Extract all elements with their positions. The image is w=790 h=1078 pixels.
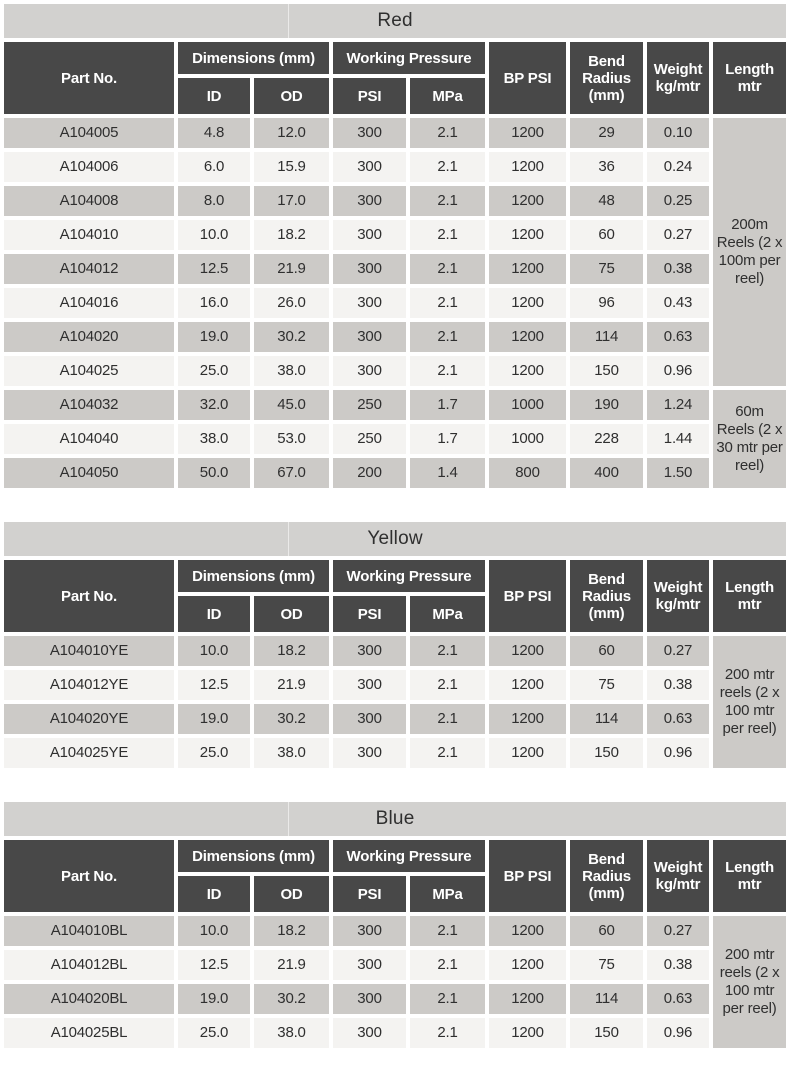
cell-psi: 300 (333, 636, 406, 666)
cell-id: 6.0 (178, 152, 250, 182)
cell-od: 15.9 (254, 152, 329, 182)
table-row (4, 356, 786, 386)
cell-mpa: 1.7 (410, 424, 485, 454)
table-row (4, 916, 786, 946)
cell-id: 19.0 (178, 704, 250, 734)
cell-id: 25.0 (178, 356, 250, 386)
cell-id: 25.0 (178, 738, 250, 768)
col-header-dimensions-group: Dimensions (mm) (178, 840, 329, 872)
cell-od: 38.0 (254, 738, 329, 768)
cell-mpa: 2.1 (410, 738, 485, 768)
cell-bend-radius: 60 (570, 636, 643, 666)
cell-mpa: 2.1 (410, 254, 485, 284)
cell-mpa: 2.1 (410, 288, 485, 318)
col-header-od: OD (254, 876, 329, 912)
cell-bp-psi: 800 (489, 458, 566, 488)
cell-psi: 300 (333, 704, 406, 734)
cell-id: 19.0 (178, 322, 250, 352)
cell-mpa: 1.4 (410, 458, 485, 488)
cell-od: 12.0 (254, 118, 329, 148)
cell-part-no: A104020BL (4, 984, 174, 1014)
cell-bp-psi: 1200 (489, 254, 566, 284)
col-header-part-no: Part No. (4, 42, 174, 114)
cell-od: 21.9 (254, 254, 329, 284)
cell-psi: 300 (333, 1018, 406, 1048)
cell-bend-radius: 114 (570, 984, 643, 1014)
col-header-working-pressure-group: Working Pressure (333, 42, 485, 74)
cell-bend-radius: 29 (570, 118, 643, 148)
cell-mpa: 2.1 (410, 152, 485, 182)
col-header-length: Length mtr (713, 840, 786, 912)
cell-id: 16.0 (178, 288, 250, 318)
cell-od: 45.0 (254, 390, 329, 420)
cell-bp-psi: 1200 (489, 670, 566, 700)
cell-bend-radius: 36 (570, 152, 643, 182)
col-header-working-pressure-group: Working Pressure (333, 840, 485, 872)
cell-part-no: A104012YE (4, 670, 174, 700)
cell-id: 10.0 (178, 220, 250, 250)
cell-bp-psi: 1200 (489, 738, 566, 768)
cell-weight: 0.63 (647, 322, 709, 352)
table-row (4, 458, 786, 488)
cell-id: 10.0 (178, 636, 250, 666)
cell-bp-psi: 1200 (489, 916, 566, 946)
cell-bp-psi: 1200 (489, 950, 566, 980)
cell-bend-radius: 60 (570, 916, 643, 946)
table-row (4, 950, 786, 980)
col-header-working-pressure-group: Working Pressure (333, 560, 485, 592)
cell-psi: 250 (333, 390, 406, 420)
spec-table-red (0, 0, 790, 492)
cell-od: 21.9 (254, 670, 329, 700)
cell-id: 12.5 (178, 254, 250, 284)
cell-mpa: 2.1 (410, 186, 485, 216)
cell-weight: 0.24 (647, 152, 709, 182)
col-header-psi: PSI (333, 876, 406, 912)
cell-psi: 300 (333, 186, 406, 216)
cell-bp-psi: 1200 (489, 288, 566, 318)
cell-weight: 0.38 (647, 950, 709, 980)
cell-id: 10.0 (178, 916, 250, 946)
col-header-bp-psi: BP PSI (489, 840, 566, 912)
table-row (4, 322, 786, 352)
cell-mpa: 2.1 (410, 916, 485, 946)
col-header-od: OD (254, 596, 329, 632)
cell-bend-radius: 48 (570, 186, 643, 216)
col-header-mpa: MPa (410, 596, 485, 632)
table-row (4, 118, 786, 148)
col-header-weight: Weight kg/mtr (647, 840, 709, 912)
cell-od: 30.2 (254, 984, 329, 1014)
cell-part-no: A104050 (4, 458, 174, 488)
cell-psi: 300 (333, 118, 406, 148)
table-row (4, 186, 786, 216)
cell-id: 50.0 (178, 458, 250, 488)
table-row (4, 288, 786, 318)
col-header-part-no: Part No. (4, 840, 174, 912)
table-title: Red (4, 4, 786, 38)
cell-part-no: A104040 (4, 424, 174, 454)
cell-bend-radius: 150 (570, 738, 643, 768)
cell-bend-radius: 75 (570, 254, 643, 284)
table-row (4, 390, 786, 420)
col-header-length: Length mtr (713, 42, 786, 114)
cell-bp-psi: 1200 (489, 1018, 566, 1048)
cell-id: 12.5 (178, 950, 250, 980)
table-title-row (4, 802, 786, 836)
cell-mpa: 2.1 (410, 1018, 485, 1048)
table-row (4, 424, 786, 454)
cell-bend-radius: 150 (570, 356, 643, 386)
cell-bend-radius: 96 (570, 288, 643, 318)
col-header-weight: Weight kg/mtr (647, 560, 709, 632)
table-row (4, 670, 786, 700)
cell-od: 21.9 (254, 950, 329, 980)
col-header-dimensions-group: Dimensions (mm) (178, 42, 329, 74)
table-row (4, 636, 786, 666)
spec-table-yellow (0, 518, 790, 772)
cell-weight: 0.63 (647, 704, 709, 734)
cell-bp-psi: 1200 (489, 356, 566, 386)
cell-weight: 0.27 (647, 916, 709, 946)
cell-bp-psi: 1200 (489, 186, 566, 216)
cell-od: 18.2 (254, 916, 329, 946)
col-header-bend-radius: Bend Radius (mm) (570, 42, 643, 114)
cell-psi: 300 (333, 220, 406, 250)
header-row-groups (4, 42, 786, 74)
cell-psi: 300 (333, 984, 406, 1014)
cell-od: 67.0 (254, 458, 329, 488)
col-header-mpa: MPa (410, 78, 485, 114)
cell-part-no: A104012BL (4, 950, 174, 980)
cell-length-span: 200 mtr reels (2 x 100 mtr per reel) (713, 916, 786, 1048)
cell-od: 18.2 (254, 220, 329, 250)
cell-od: 30.2 (254, 322, 329, 352)
cell-length-span: 200 mtr reels (2 x 100 mtr per reel) (713, 636, 786, 768)
cell-bp-psi: 1200 (489, 152, 566, 182)
cell-weight: 0.25 (647, 186, 709, 216)
table-row (4, 704, 786, 734)
cell-od: 26.0 (254, 288, 329, 318)
col-header-id: ID (178, 78, 250, 114)
cell-weight: 1.50 (647, 458, 709, 488)
cell-bp-psi: 1200 (489, 984, 566, 1014)
cell-part-no: A104008 (4, 186, 174, 216)
cell-weight: 0.96 (647, 1018, 709, 1048)
col-header-dimensions-group: Dimensions (mm) (178, 560, 329, 592)
cell-od: 18.2 (254, 636, 329, 666)
cell-id: 4.8 (178, 118, 250, 148)
cell-weight: 0.38 (647, 670, 709, 700)
cell-id: 8.0 (178, 186, 250, 216)
cell-mpa: 2.1 (410, 950, 485, 980)
cell-psi: 300 (333, 356, 406, 386)
cell-psi: 200 (333, 458, 406, 488)
cell-bend-radius: 75 (570, 950, 643, 980)
col-header-od: OD (254, 78, 329, 114)
cell-weight: 0.96 (647, 738, 709, 768)
cell-psi: 300 (333, 950, 406, 980)
col-header-psi: PSI (333, 78, 406, 114)
cell-id: 19.0 (178, 984, 250, 1014)
table-title-row (4, 4, 786, 38)
table-row (4, 254, 786, 284)
cell-bend-radius: 60 (570, 220, 643, 250)
cell-weight: 0.27 (647, 636, 709, 666)
cell-part-no: A104010YE (4, 636, 174, 666)
cell-mpa: 2.1 (410, 118, 485, 148)
cell-weight: 0.10 (647, 118, 709, 148)
table-row (4, 152, 786, 182)
table-row (4, 1018, 786, 1048)
cell-id: 25.0 (178, 1018, 250, 1048)
col-header-part-no: Part No. (4, 560, 174, 632)
spec-table-blue (0, 798, 790, 1052)
cell-part-no: A104016 (4, 288, 174, 318)
cell-weight: 0.63 (647, 984, 709, 1014)
cell-part-no: A104032 (4, 390, 174, 420)
cell-psi: 300 (333, 152, 406, 182)
table-row (4, 738, 786, 768)
col-header-bend-radius: Bend Radius (mm) (570, 840, 643, 912)
cell-bp-psi: 1200 (489, 220, 566, 250)
col-header-bp-psi: BP PSI (489, 42, 566, 114)
cell-weight: 1.44 (647, 424, 709, 454)
cell-bend-radius: 400 (570, 458, 643, 488)
cell-od: 38.0 (254, 1018, 329, 1048)
cell-bend-radius: 75 (570, 670, 643, 700)
cell-psi: 300 (333, 916, 406, 946)
cell-mpa: 2.1 (410, 670, 485, 700)
cell-psi: 300 (333, 288, 406, 318)
cell-length-span: 60m Reels (2 x 30 mtr per reel) (713, 390, 786, 488)
cell-part-no: A104025 (4, 356, 174, 386)
cell-mpa: 2.1 (410, 704, 485, 734)
cell-bp-psi: 1200 (489, 636, 566, 666)
cell-mpa: 2.1 (410, 984, 485, 1014)
cell-bp-psi: 1000 (489, 424, 566, 454)
cell-od: 30.2 (254, 704, 329, 734)
cell-psi: 300 (333, 670, 406, 700)
cell-weight: 0.38 (647, 254, 709, 284)
cell-part-no: A104025BL (4, 1018, 174, 1048)
cell-od: 17.0 (254, 186, 329, 216)
col-header-bp-psi: BP PSI (489, 560, 566, 632)
cell-part-no: A104025YE (4, 738, 174, 768)
table-title-row (4, 522, 786, 556)
cell-weight: 0.43 (647, 288, 709, 318)
header-row-groups (4, 840, 786, 872)
cell-bp-psi: 1200 (489, 118, 566, 148)
cell-part-no: A104020YE (4, 704, 174, 734)
cell-part-no: A104020 (4, 322, 174, 352)
cell-id: 38.0 (178, 424, 250, 454)
cell-mpa: 2.1 (410, 636, 485, 666)
cell-psi: 300 (333, 254, 406, 284)
cell-length-span: 200m Reels (2 x 100m per reel) (713, 118, 786, 386)
table-row (4, 984, 786, 1014)
col-header-mpa: MPa (410, 876, 485, 912)
col-header-weight: Weight kg/mtr (647, 42, 709, 114)
table-title: Yellow (4, 522, 786, 556)
header-row-groups (4, 560, 786, 592)
cell-mpa: 2.1 (410, 220, 485, 250)
cell-id: 12.5 (178, 670, 250, 700)
col-header-bend-radius: Bend Radius (mm) (570, 560, 643, 632)
cell-bp-psi: 1200 (489, 322, 566, 352)
cell-weight: 0.96 (647, 356, 709, 386)
cell-weight: 0.27 (647, 220, 709, 250)
cell-od: 53.0 (254, 424, 329, 454)
cell-part-no: A104012 (4, 254, 174, 284)
table-title: Blue (4, 802, 786, 836)
col-header-id: ID (178, 876, 250, 912)
cell-od: 38.0 (254, 356, 329, 386)
cell-mpa: 2.1 (410, 322, 485, 352)
col-header-id: ID (178, 596, 250, 632)
cell-bend-radius: 114 (570, 704, 643, 734)
cell-mpa: 1.7 (410, 390, 485, 420)
cell-psi: 300 (333, 738, 406, 768)
cell-psi: 300 (333, 322, 406, 352)
cell-psi: 250 (333, 424, 406, 454)
cell-bend-radius: 114 (570, 322, 643, 352)
col-header-psi: PSI (333, 596, 406, 632)
cell-id: 32.0 (178, 390, 250, 420)
cell-weight: 1.24 (647, 390, 709, 420)
cell-bend-radius: 190 (570, 390, 643, 420)
cell-bend-radius: 228 (570, 424, 643, 454)
cell-part-no: A104010BL (4, 916, 174, 946)
cell-part-no: A104010 (4, 220, 174, 250)
cell-bp-psi: 1200 (489, 704, 566, 734)
cell-mpa: 2.1 (410, 356, 485, 386)
cell-bp-psi: 1000 (489, 390, 566, 420)
col-header-length: Length mtr (713, 560, 786, 632)
cell-part-no: A104006 (4, 152, 174, 182)
cell-bend-radius: 150 (570, 1018, 643, 1048)
cell-part-no: A104005 (4, 118, 174, 148)
table-row (4, 220, 786, 250)
